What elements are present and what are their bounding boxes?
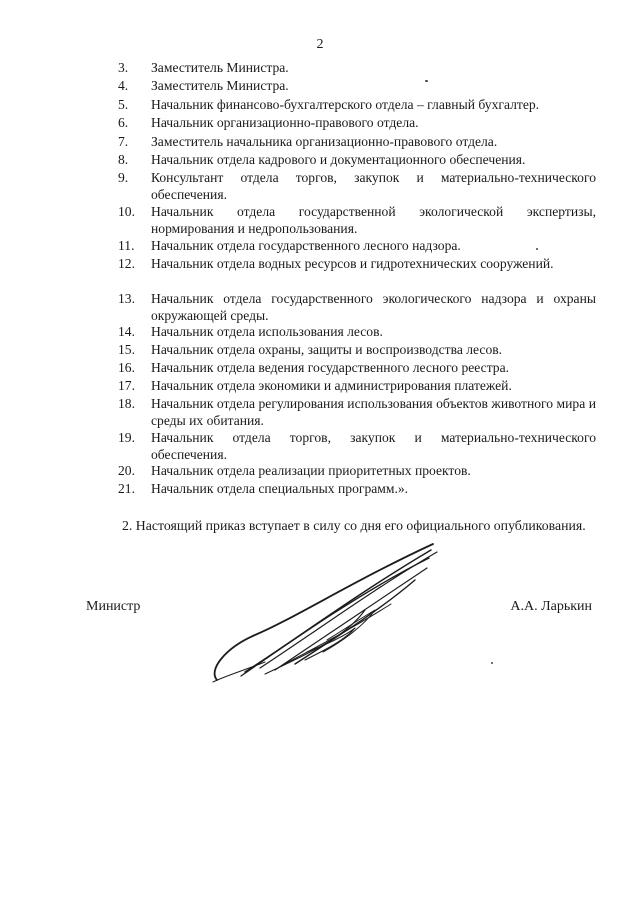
item-number: 12. [118,256,135,271]
item-text: Начальник отдела регулирования использования объектов животного мира и среды их обитания. [151,396,596,428]
item-number: 6. [118,115,129,130]
item-text: Начальник финансово-бухгалтерского отдела – главный бухгалтер. [151,97,540,112]
list-item [118,360,596,377]
item-text: Начальник отдела кадрового и документационного обеспечения. [151,152,526,167]
list-item [118,134,596,151]
list-item [118,115,596,132]
item-text: Консультант отдела торгов, закупок и материально-технического обеспечения. [151,170,596,202]
item-text: Заместитель Министра. [151,60,289,75]
item-text: Начальник отдела специальных программ.». [151,481,409,496]
item-text: Заместитель начальника организационно-правового отдела. [151,134,498,149]
list-item [118,152,596,169]
item-number: 3. [118,60,129,75]
list-item [118,463,596,480]
scan-speck [536,248,538,250]
list-item [118,256,596,273]
item-text: Начальник отдела охраны, защиты и воспроизводства лесов. [151,342,503,357]
item-text: Заместитель Министра. [151,78,289,93]
item-text: Начальник отдела торгов, закупок и материально-технического обеспечения. [151,430,596,462]
list-item [118,97,596,114]
item-number: 16. [118,360,135,375]
handwritten-signature [205,540,445,690]
list-item [118,396,596,429]
scan-speck [491,662,493,664]
item-number: 11. [118,238,135,253]
item-number: 18. [118,396,135,411]
item-number: 13. [118,291,135,306]
item-number: 8. [118,152,129,167]
item-number: 9. [118,170,129,185]
list-item [118,430,596,463]
list-item [118,378,596,395]
list-item [118,238,596,255]
effective-date-clause: 2. Настоящий приказ вступает в силу со дня его официального опубликования. [122,518,586,533]
list-item [118,60,596,77]
item-number: 21. [118,481,135,496]
item-text: Начальник отдела государственного лесного надзора. [151,238,461,253]
list-item [118,481,596,498]
list-item [118,78,596,95]
item-number: 20. [118,463,135,478]
item-number: 15. [118,342,135,357]
item-text: Начальник отдела государственной экологической экспертизы, нормирования и недропользования. [151,204,596,236]
list-item [118,291,596,324]
scan-speck [425,80,428,82]
signatory-role: Министр [86,599,141,614]
list-item [118,170,596,203]
item-text: Начальник отдела реализации приоритетных проектов. [151,463,471,478]
item-number: 5. [118,97,129,112]
item-number: 19. [118,430,135,445]
page-number: 2 [316,37,324,52]
item-text: Начальник организационно-правового отдела. [151,115,419,130]
list-item [118,204,596,237]
item-text: Начальник отдела ведения государственного лесного реестра. [151,360,510,375]
item-number: 4. [118,78,129,93]
item-text: Начальник отдела использования лесов. [151,324,383,339]
signatory-name: А.А. Ларькин [510,599,592,614]
item-number: 7. [118,134,129,149]
item-text: Начальник отдела государственного экологического надзора и охраны окружающей среды. [151,291,596,323]
item-text: Начальник отдела водных ресурсов и гидротехнических сооружений. [151,256,554,271]
item-number: 17. [118,378,135,393]
item-number: 14. [118,324,135,339]
list-item [118,324,596,341]
list-item [118,342,596,359]
item-text: Начальник отдела экономики и администрирования платежей. [151,378,512,393]
item-number: 10. [118,204,135,219]
